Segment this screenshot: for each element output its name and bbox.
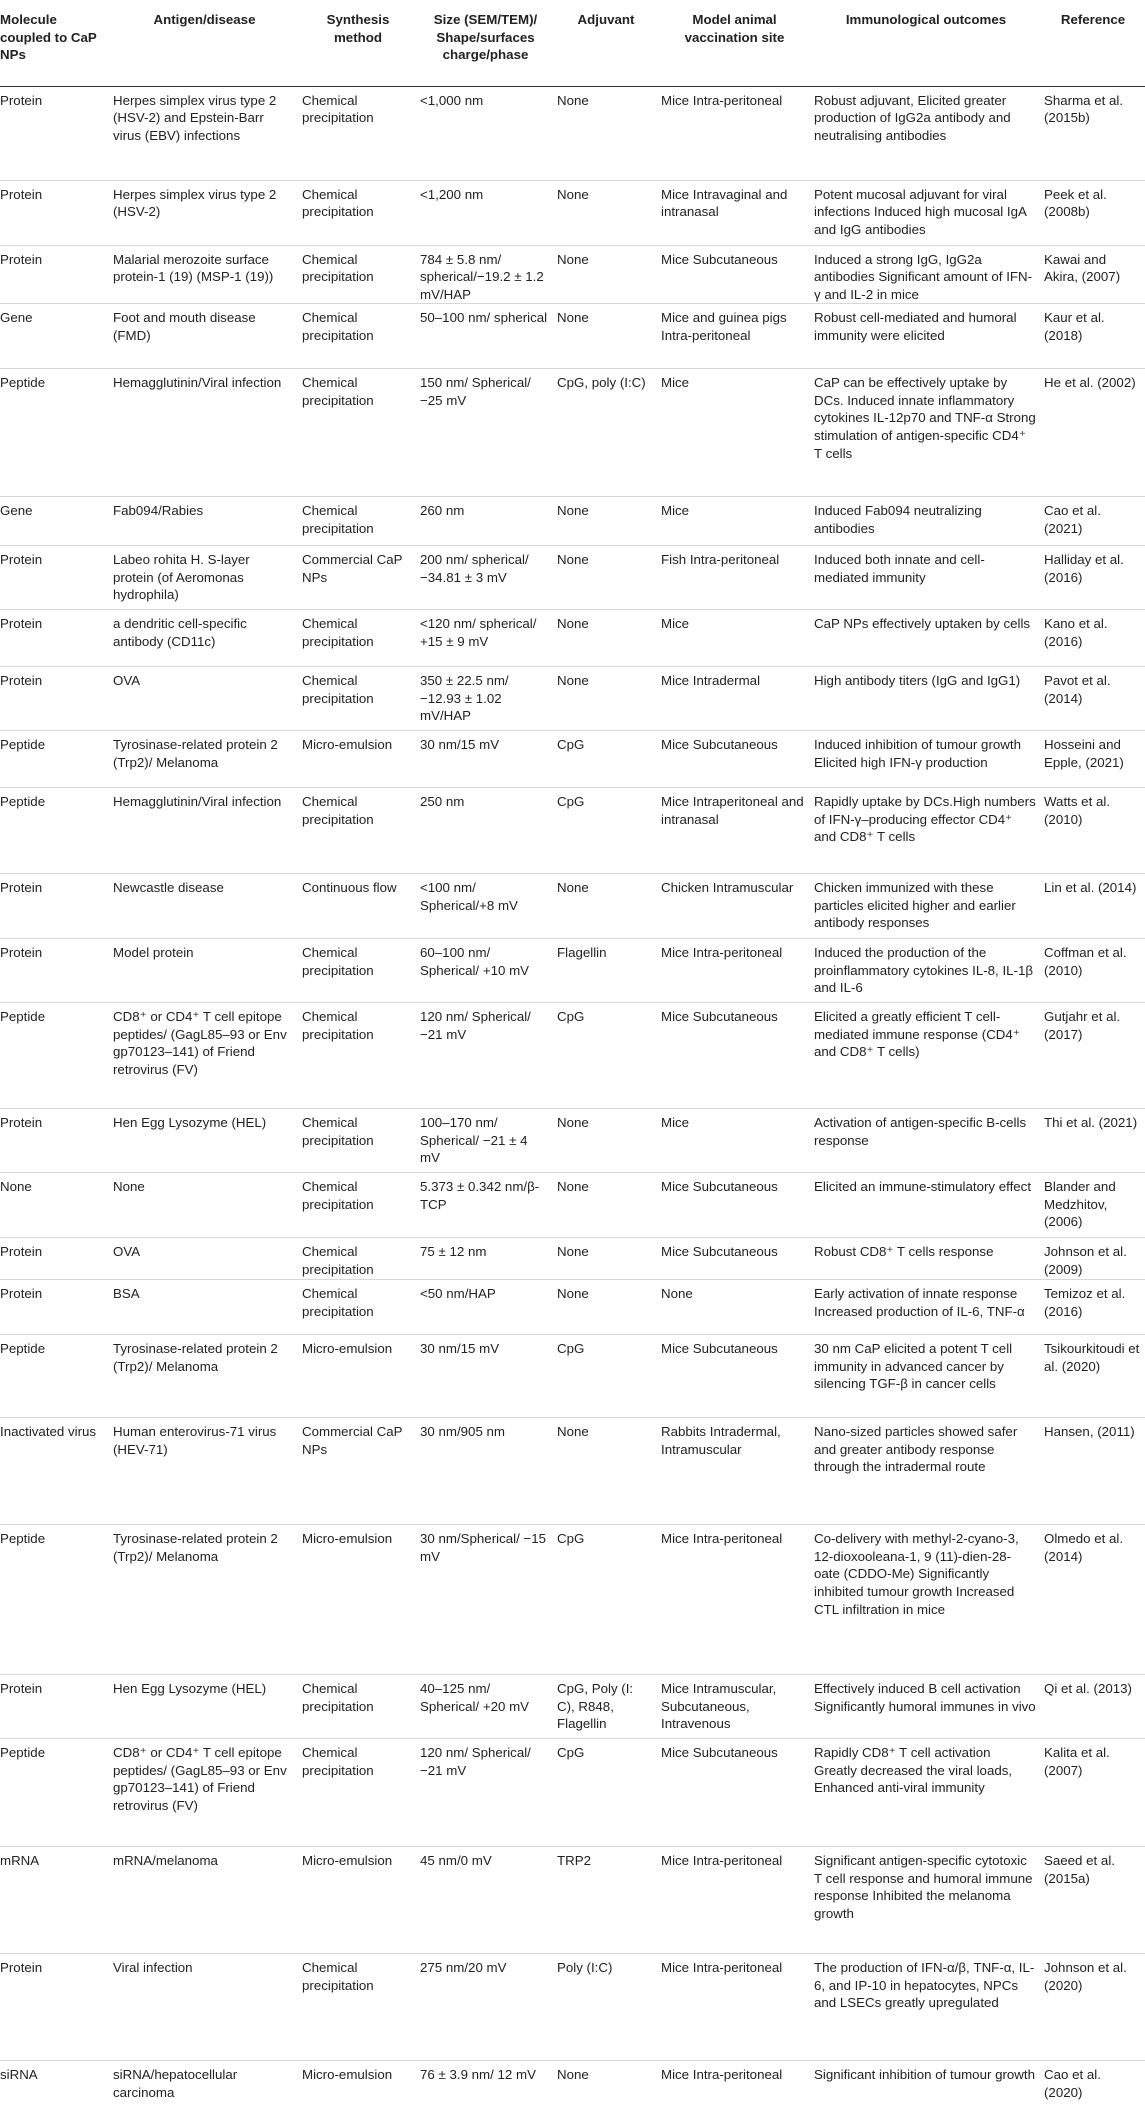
outcomes-cell: Induced Fab094 neutralizing antibodies xyxy=(811,497,1041,546)
antigen-cell: None xyxy=(110,1173,299,1238)
size-cell: <100 nm/ Spherical/+8 mV xyxy=(417,874,554,939)
adjuvant-cell: None xyxy=(554,1280,658,1335)
adjuvant-cell: None xyxy=(554,1109,658,1173)
synthesis-cell: Chemical precipitation xyxy=(299,1173,417,1238)
table-row xyxy=(0,731,1145,788)
synthesis-cell: Chemical precipitation xyxy=(299,1238,417,1280)
model-cell: Mice Subcutaneous xyxy=(658,1238,811,1280)
outcomes-cell: Significant inhibition of tumour growth xyxy=(814,2067,1035,2083)
size-cell: 50–100 nm/ spherical xyxy=(417,304,554,369)
adjuvant-cell: TRP2 xyxy=(554,1847,658,1954)
model-cell: Mice Intra-peritoneal xyxy=(658,939,811,1003)
adjuvant-cell: CpG xyxy=(554,1335,658,1418)
antigen-cell: OVA xyxy=(110,667,299,731)
outcomes-cell: Induced inhibition of tumour growth Elicited high IFN-γ production xyxy=(811,731,1041,788)
reference-cell: Qi et al. (2013) xyxy=(1041,1675,1145,1739)
adjuvant-cell: None xyxy=(554,86,658,180)
outcomes-cell: Robust adjuvant, Elicited greater production of IgG2a antibody and neutralising antibodies xyxy=(811,86,1041,180)
adjuvant-cell: CpG, poly (I:C) xyxy=(554,369,658,497)
adjuvant-cell: None xyxy=(557,2067,589,2083)
table-row xyxy=(0,369,1145,497)
reference-cell: Johnson et al. (2020) xyxy=(1041,1954,1145,2061)
size-cell: 30 nm/905 nm xyxy=(417,1418,554,1525)
model-cell: Mice Intra-peritoneal xyxy=(658,1847,811,1954)
reference-cell: Cao et al. (2020) xyxy=(1044,2067,1101,2100)
outcomes-cell: High antibody titers (IgG and IgG1) xyxy=(811,667,1041,731)
molecule-cell: mRNA xyxy=(0,1847,110,1954)
size-cell: <1,000 nm xyxy=(417,86,554,180)
table-row xyxy=(0,1847,1145,1954)
model-cell: Mice Subcutaneous xyxy=(658,245,811,304)
size-cell: 120 nm/ Spherical/ −21 mV xyxy=(417,1739,554,1847)
synthesis-cell: Chemical precipitation xyxy=(299,939,417,1003)
synthesis-cell: Continuous flow xyxy=(299,874,417,939)
reference-cell: Kawai and Akira, (2007) xyxy=(1041,245,1145,304)
table-row xyxy=(0,304,1145,369)
antigen-cell: OVA xyxy=(110,1238,299,1280)
outcomes-cell: Co-delivery with methyl-2-cyano-3, 12-dioxooleana-1, 9 (11)-dien-28-oate (CDDO-Me) Significantly inhibited tumour growth Increased CTL infiltration in mice xyxy=(811,1525,1041,1675)
size-cell: 275 nm/20 mV xyxy=(417,1954,554,2061)
outcomes-cell: Elicited a greatly efficient T cell-mediated immune response (CD4⁺ and CD8⁺ T cells) xyxy=(811,1003,1041,1109)
synthesis-cell: Chemical precipitation xyxy=(299,1954,417,2061)
reference-cell: Tsikourkitoudi et al. (2020) xyxy=(1041,1335,1145,1418)
molecule-cell: Peptide xyxy=(0,1739,110,1847)
molecule-cell: Peptide xyxy=(0,1525,110,1675)
synthesis-cell: Chemical precipitation xyxy=(299,667,417,731)
adjuvant-cell: CpG xyxy=(554,1525,658,1675)
molecule-cell: Protein xyxy=(0,245,110,304)
antigen-cell: Model protein xyxy=(110,939,299,1003)
model-cell: Mice Intramuscular, Subcutaneous, Intravenous xyxy=(658,1675,811,1739)
adjuvant-cell: None xyxy=(554,610,658,667)
molecule-cell: Protein xyxy=(0,180,110,245)
header-size: Size (SEM/TEM)/ Shape/surfaces charge/phase xyxy=(417,0,554,86)
size-cell: 30 nm/Spherical/ −15 mV xyxy=(417,1525,554,1675)
antigen-cell: Malarial merozoite surface protein-1 (19) (MSP-1 (19)) xyxy=(110,245,299,304)
header-reference: Reference xyxy=(1041,0,1145,86)
model-cell: Mice xyxy=(658,497,811,546)
antigen-cell: Herpes simplex virus type 2 (HSV-2) and Epstein-Barr virus (EBV) infections xyxy=(110,86,299,180)
adjuvant-cell: None xyxy=(554,304,658,369)
table-row xyxy=(0,1739,1145,1847)
size-cell: 260 nm xyxy=(417,497,554,546)
molecule-cell: Peptide xyxy=(0,1003,110,1109)
antigen-cell: Tyrosinase-related protein 2 (Trp2)/ Melanoma xyxy=(110,1335,299,1418)
model-cell: Mice xyxy=(658,610,811,667)
antigen-cell: Hemagglutinin/Viral infection xyxy=(110,369,299,497)
adjuvant-cell: None xyxy=(554,667,658,731)
reference-cell: Pavot et al. (2014) xyxy=(1041,667,1145,731)
outcomes-cell: Early activation of innate response Increased production of IL-6, TNF-α xyxy=(811,1280,1041,1335)
molecule-cell: Protein xyxy=(0,610,110,667)
synthesis-cell: Chemical precipitation xyxy=(299,1003,417,1109)
outcomes-cell: Nano-sized particles showed safer and greater antibody response through the intradermal route xyxy=(811,1418,1041,1525)
antigen-cell: Hen Egg Lysozyme (HEL) xyxy=(110,1675,299,1739)
size-cell: 30 nm/15 mV xyxy=(417,1335,554,1418)
adjuvant-cell: None xyxy=(554,1173,658,1238)
molecule-cell: Peptide xyxy=(0,369,110,497)
antigen-cell: Newcastle disease xyxy=(110,874,299,939)
table-row xyxy=(0,1003,1145,1109)
header-outcomes: Immunological outcomes xyxy=(811,0,1041,86)
adjuvant-cell: None xyxy=(554,245,658,304)
header-synthesis: Synthesis method xyxy=(299,0,417,86)
reference-cell: Peek et al. (2008b) xyxy=(1041,180,1145,245)
molecule-cell: None xyxy=(0,1173,110,1238)
size-cell: <50 nm/HAP xyxy=(417,1280,554,1335)
model-cell: Mice Subcutaneous xyxy=(658,731,811,788)
size-cell: 200 nm/ spherical/ −34.81 ± 3 mV xyxy=(417,546,554,610)
model-cell: None xyxy=(658,1280,811,1335)
synthesis-cell: Chemical precipitation xyxy=(299,1675,417,1739)
reference-cell: Gutjahr et al. (2017) xyxy=(1041,1003,1145,1109)
table-row xyxy=(0,1280,1145,1335)
size-cell: 5.373 ± 0.342 nm/β-TCP xyxy=(417,1173,554,1238)
size-cell: 75 ± 12 nm xyxy=(417,1238,554,1280)
outcomes-cell: Elicited an immune-stimulatory effect xyxy=(811,1173,1041,1238)
reference-cell: Johnson et al. (2009) xyxy=(1041,1238,1145,1280)
molecule-cell: Gene xyxy=(0,497,110,546)
reference-cell: Olmedo et al. (2014) xyxy=(1041,1525,1145,1675)
table-row xyxy=(0,1173,1145,1238)
table-row xyxy=(0,546,1145,610)
model-cell: Mice Subcutaneous xyxy=(658,1739,811,1847)
model-cell: Mice Intra-peritoneal xyxy=(658,1954,811,2061)
adjuvant-cell: CpG, Poly (I: C), R848, Flagellin xyxy=(554,1675,658,1739)
molecule-cell: Protein xyxy=(0,86,110,180)
adjuvant-cell: CpG xyxy=(554,1739,658,1847)
size-cell: 76 ± 3.9 nm/ 12 mV xyxy=(420,2067,536,2083)
molecule-cell: Peptide xyxy=(0,731,110,788)
adjuvant-cell: CpG xyxy=(554,1003,658,1109)
antigen-cell: mRNA/melanoma xyxy=(110,1847,299,1954)
table-row xyxy=(0,497,1145,546)
synthesis-cell: Micro-emulsion xyxy=(299,1847,417,1954)
adjuvant-cell: CpG xyxy=(554,788,658,874)
outcomes-cell: Robust cell-mediated and humoral immunity were elicited xyxy=(811,304,1041,369)
size-cell: 60–100 nm/ Spherical/ +10 mV xyxy=(417,939,554,1003)
molecule-cell: Protein xyxy=(0,1954,110,2061)
synthesis-cell: Commercial CaP NPs xyxy=(299,546,417,610)
reference-cell: Halliday et al. (2016) xyxy=(1041,546,1145,610)
size-cell: 150 nm/ Spherical/ −25 mV xyxy=(417,369,554,497)
model-cell: Mice Intra-peritoneal xyxy=(658,86,811,180)
outcomes-cell: Rapidly CD8⁺ T cell activation Greatly decreased the viral loads, Enhanced anti-viral immunity xyxy=(811,1739,1041,1847)
outcomes-cell: The production of IFN-α/β, TNF-α, IL-6, and IP-10 in hepatocytes, NPCs and LSECs greatly upregulated xyxy=(811,1954,1041,2061)
table-row xyxy=(0,1954,1145,2061)
table-row xyxy=(0,1675,1145,1739)
antigen-cell: Tyrosinase-related protein 2 (Trp2)/ Melanoma xyxy=(110,731,299,788)
model-cell: Mice Intra-peritoneal xyxy=(661,2067,783,2083)
molecule-cell: Protein xyxy=(0,1675,110,1739)
model-cell: Mice Intra-peritoneal xyxy=(658,1525,811,1675)
molecule-cell: Peptide xyxy=(0,788,110,874)
reference-cell: Blander and Medzhitov, (2006) xyxy=(1041,1173,1145,1238)
outcomes-cell: Induced a strong IgG, IgG2a antibodies Significant amount of IFN- γ and IL-2 in mice xyxy=(811,245,1041,304)
molecule-cell: Gene xyxy=(0,304,110,369)
table-row xyxy=(0,1418,1145,1525)
table-row xyxy=(0,1335,1145,1418)
antigen-cell: siRNA/hepatocellular carcinoma xyxy=(113,2067,238,2100)
size-cell: <120 nm/ spherical/ +15 ± 9 mV xyxy=(417,610,554,667)
adjuvant-cell: None xyxy=(554,1238,658,1280)
antigen-cell: Hemagglutinin/Viral infection xyxy=(110,788,299,874)
size-cell: 250 nm xyxy=(417,788,554,874)
synthesis-cell: Chemical precipitation xyxy=(299,497,417,546)
model-cell: Mice Intravaginal and intranasal xyxy=(658,180,811,245)
table-row xyxy=(0,245,1145,304)
synthesis-cell: Commercial CaP NPs xyxy=(299,1418,417,1525)
table-row xyxy=(0,86,1145,180)
table-row xyxy=(0,667,1145,731)
header-antigen: Antigen/disease xyxy=(110,0,299,86)
synthesis-cell: Chemical precipitation xyxy=(299,369,417,497)
outcomes-cell: CaP NPs effectively uptaken by cells xyxy=(811,610,1041,667)
molecule-cell: Protein xyxy=(0,939,110,1003)
synthesis-cell: Chemical precipitation xyxy=(299,1280,417,1335)
header-model: Model animal vaccination site xyxy=(658,0,811,86)
synthesis-cell: Micro-emulsion xyxy=(299,1525,417,1675)
outcomes-cell: CaP can be effectively uptake by DCs. Induced innate inflammatory cytokines IL-12p70 and TNF-α Strong stimulation of antigen-specific CD4⁺ T cells xyxy=(811,369,1041,497)
synthesis-cell: Chemical precipitation xyxy=(299,1739,417,1847)
reference-cell: Kano et al. (2016) xyxy=(1041,610,1145,667)
reference-cell: Cao et al. (2021) xyxy=(1041,497,1145,546)
outcomes-cell: Induced both innate and cell-mediated immunity xyxy=(811,546,1041,610)
antigen-cell: Foot and mouth disease (FMD) xyxy=(110,304,299,369)
molecule-cell: Protein xyxy=(0,1238,110,1280)
model-cell: Mice Subcutaneous xyxy=(658,1335,811,1418)
outcomes-cell: Robust CD8⁺ T cells response xyxy=(811,1238,1041,1280)
table-row xyxy=(0,610,1145,667)
molecule-cell: siRNA xyxy=(0,2067,38,2083)
antigen-cell: Herpes simplex virus type 2 (HSV-2) xyxy=(110,180,299,245)
size-cell: 350 ± 22.5 nm/ −12.93 ± 1.02 mV/HAP xyxy=(417,667,554,731)
molecule-cell: Inactivated virus xyxy=(0,1418,110,1525)
antigen-cell: Viral infection xyxy=(110,1954,299,2061)
adjuvant-cell: None xyxy=(554,546,658,610)
table-row xyxy=(0,1109,1145,1173)
model-cell: Mice Subcutaneous xyxy=(658,1003,811,1109)
table-row xyxy=(0,1525,1145,1675)
adjuvant-cell: CpG xyxy=(554,731,658,788)
table-row xyxy=(0,1238,1145,1280)
table-row xyxy=(0,788,1145,874)
reference-cell: Lin et al. (2014) xyxy=(1041,874,1145,939)
synthesis-cell: Chemical precipitation xyxy=(299,180,417,245)
table-row xyxy=(0,874,1145,939)
adjuvant-cell: Flagellin xyxy=(554,939,658,1003)
reference-cell: Watts et al. (2010) xyxy=(1041,788,1145,874)
antigen-cell: Tyrosinase-related protein 2 (Trp2)/ Melanoma xyxy=(110,1525,299,1675)
molecule-cell: Protein xyxy=(0,667,110,731)
adjuvant-cell: Poly (I:C) xyxy=(554,1954,658,2061)
synthesis-cell: Chemical precipitation xyxy=(299,86,417,180)
outcomes-cell: Rapidly uptake by DCs.High numbers of IFN-γ–producing effector CD4⁺ and CD8⁺ T cells xyxy=(811,788,1041,874)
outcomes-cell: Significant antigen-specific cytotoxic T cell response and humoral immune response Inhibited the melanoma growth xyxy=(811,1847,1041,1954)
size-cell: 30 nm/15 mV xyxy=(417,731,554,788)
size-cell: 40–125 nm/ Spherical/ +20 mV xyxy=(417,1675,554,1739)
outcomes-cell: Potent mucosal adjuvant for viral infections Induced high mucosal IgA and IgG antibodies xyxy=(811,180,1041,245)
outcomes-cell: Effectively induced B cell activation Significantly humoral immunes in vivo xyxy=(811,1675,1041,1739)
antigen-cell: Fab094/Rabies xyxy=(110,497,299,546)
synthesis-cell: Chemical precipitation xyxy=(299,610,417,667)
antigen-cell: CD8⁺ or CD4⁺ T cell epitope peptides/ (GagL85–93 or Env gp70123–141) of Friend retrovirus (FV) xyxy=(110,1739,299,1847)
reference-cell: He et al. (2002) xyxy=(1041,369,1145,497)
model-cell: Fish Intra-peritoneal xyxy=(658,546,811,610)
synthesis-cell: Chemical precipitation xyxy=(299,788,417,874)
model-cell: Mice and guinea pigs Intra-peritoneal xyxy=(658,304,811,369)
table-row xyxy=(0,180,1145,245)
header-adjuvant: Adjuvant xyxy=(554,0,658,86)
adjuvant-cell: None xyxy=(554,874,658,939)
reference-cell: Thi et al. (2021) xyxy=(1041,1109,1145,1173)
reference-cell: Coffman et al. (2010) xyxy=(1041,939,1145,1003)
reference-cell: Hansen, (2011) xyxy=(1041,1418,1145,1525)
molecule-cell: Protein xyxy=(0,874,110,939)
synthesis-cell: Chemical precipitation xyxy=(299,304,417,369)
reference-cell: Kaur et al. (2018) xyxy=(1041,304,1145,369)
model-cell: Mice xyxy=(658,369,811,497)
model-cell: Mice Intradermal xyxy=(658,667,811,731)
model-cell: Mice Subcutaneous xyxy=(658,1173,811,1238)
size-cell: 45 nm/0 mV xyxy=(417,1847,554,1954)
outcomes-cell: Chicken immunized with these particles elicited higher and earlier antibody responses xyxy=(811,874,1041,939)
outcomes-cell: Activation of antigen-specific B-cells response xyxy=(811,1109,1041,1173)
table-row xyxy=(0,939,1145,1003)
model-cell: Chicken Intramuscular xyxy=(658,874,811,939)
synthesis-cell: Chemical precipitation xyxy=(299,1109,417,1173)
reference-cell: Temizoz et al. (2016) xyxy=(1041,1280,1145,1335)
size-cell: 100–170 nm/ Spherical/ −21 ± 4 mV xyxy=(417,1109,554,1173)
reference-cell: Hosseini and Epple, (2021) xyxy=(1041,731,1145,788)
antigen-cell: Human enterovirus-71 virus (HEV-71) xyxy=(110,1418,299,1525)
reference-cell: Sharma et al. (2015b) xyxy=(1041,86,1145,180)
molecule-cell: Protein xyxy=(0,1109,110,1173)
molecule-cell: Protein xyxy=(0,1280,110,1335)
antigen-cell: Hen Egg Lysozyme (HEL) xyxy=(110,1109,299,1173)
outcomes-cell: Induced the production of the proinflammatory cytokines IL-8, IL-1β and IL-6 xyxy=(811,939,1041,1003)
antigen-cell: a dendritic cell-specific antibody (CD11c) xyxy=(110,610,299,667)
table-header-row xyxy=(0,0,1145,86)
synthesis-cell: Micro-emulsion xyxy=(299,731,417,788)
adjuvant-cell: None xyxy=(554,497,658,546)
synthesis-cell: Micro-emulsion xyxy=(302,2067,393,2083)
antigen-cell: BSA xyxy=(110,1280,299,1335)
size-cell: 120 nm/ Spherical/ −21 mV xyxy=(417,1003,554,1109)
synthesis-cell: Chemical precipitation xyxy=(299,245,417,304)
reference-cell: Saeed et al. (2015a) xyxy=(1041,1847,1145,1954)
reference-cell: Kalita et al. (2007) xyxy=(1041,1739,1145,1847)
outcomes-cell: 30 nm CaP elicited a potent T cell immunity in advanced cancer by silencing TGF-β in cancer cells xyxy=(811,1335,1041,1418)
table-row xyxy=(0,2061,1145,2106)
antigen-cell: Labeo rohita H. S-layer protein (of Aeromonas hydrophila) xyxy=(110,546,299,610)
molecule-cell: Protein xyxy=(0,546,110,610)
adjuvant-cell: None xyxy=(554,1418,658,1525)
model-cell: Rabbits Intradermal, Intramuscular xyxy=(658,1418,811,1525)
adjuvant-cell: None xyxy=(554,180,658,245)
size-cell: <1,200 nm xyxy=(417,180,554,245)
header-molecule: Molecule coupled to CaP NPs xyxy=(0,0,110,86)
model-cell: Mice Intraperitoneal and intranasal xyxy=(658,788,811,874)
synthesis-cell: Micro-emulsion xyxy=(299,1335,417,1418)
antigen-cell: CD8⁺ or CD4⁺ T cell epitope peptides/ (GagL85–93 or Env gp70123–141) of Friend retrovirus (FV) xyxy=(110,1003,299,1109)
model-cell: Mice xyxy=(658,1109,811,1173)
molecule-cell: Peptide xyxy=(0,1335,110,1418)
size-cell: 784 ± 5.8 nm/ spherical/−19.2 ± 1.2 mV/HAP xyxy=(417,245,554,304)
